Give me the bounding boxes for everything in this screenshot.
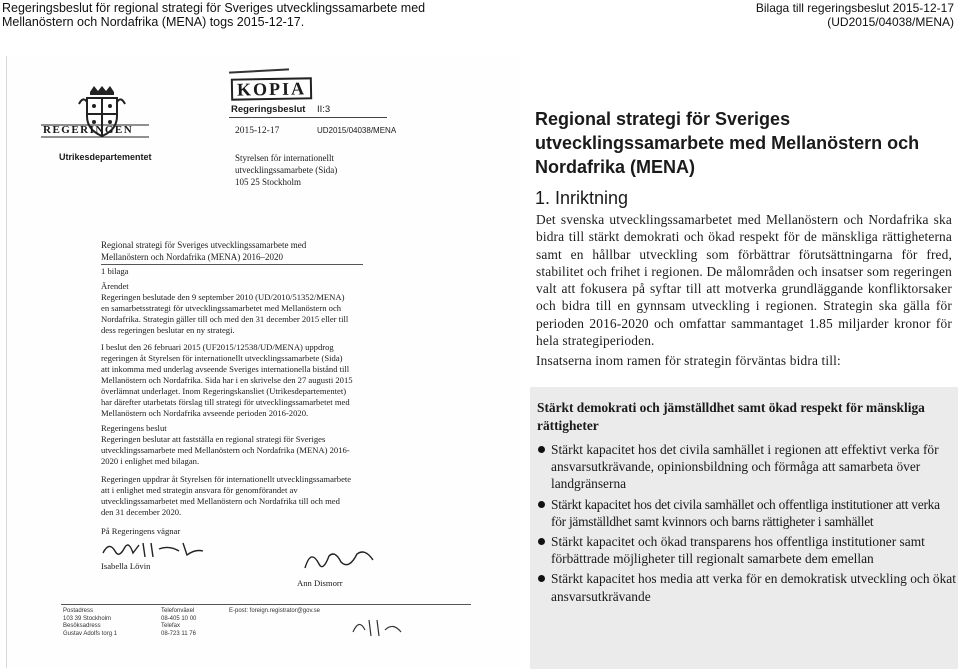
header-reference bbox=[756, 1, 954, 29]
addressee-line: utvecklingssamarbete (Sida) bbox=[235, 165, 338, 175]
background-line: har därefter utarbetats förslag till strategi för utvecklingssamarbetet med bbox=[101, 397, 350, 407]
objective-item: Stärkt kapacitet hos media att verka för en demokratisk utveckling och ökat ansvarsutkrävande bbox=[538, 570, 956, 604]
section-heading: 1. Inriktning bbox=[535, 188, 629, 208]
decision-heading: Regeringens beslut bbox=[101, 423, 167, 433]
background-line: överlämnat underlaget. Inom Regeringskansliet (Utrikesdepartementet) bbox=[101, 386, 347, 396]
objectives-list bbox=[538, 441, 956, 608]
addressee-line: Styrelsen för internationellt bbox=[235, 153, 334, 163]
footer-value: 08-723 11 76 bbox=[161, 630, 196, 637]
matter-line: dess regeringen beslutar en ny strategi. bbox=[101, 325, 235, 335]
decision-section bbox=[101, 423, 401, 467]
signature-lovin bbox=[99, 539, 209, 561]
footer-label: Besöksadress bbox=[63, 623, 101, 629]
footer-label: Telefax bbox=[161, 623, 181, 629]
decision-label: Regeringsbeslut bbox=[231, 104, 306, 115]
assignment-section bbox=[101, 474, 401, 518]
matter-line: Nordafrika. Strategin gäller till och med den 31 december 2015 eller till bbox=[101, 314, 349, 324]
background-line: Mellanöstern och Nordafrika. Sida har i en skrivelse den 27 augusti 2015 bbox=[101, 375, 353, 385]
header-note-line-1: Regeringsbeslut för regional strategi för Sveriges utvecklingssamarbete med bbox=[2, 1, 426, 15]
background-line: regeringen åt Styrelsen för internationellt utvecklingssamarbete (Sida) bbox=[101, 353, 343, 363]
direction-paragraph: Det svenska utvecklingssamarbetet med Mellanöstern och Nordafrika ska bidra till stärkt demokrati och ökad respekt för de mänskliga rättigheterna samt en hållbar utveckling som förbättrar förutsättningarna för fred, stabilitet och frihet i regionen. De målområden och insatser som regeringen valt att fokusera på syftar till att motverka grundläggande konfliktorsaker och bidra till en gynnsam utveckling i regionen. Strategin ska gälla för perioden 2016-2020 och omfattar sammantaget 1.85 miljarder kronor för hela strategiperioden. bbox=[536, 212, 952, 349]
assignment-line: att i enlighet med strategin ansvara för genomförandet av bbox=[101, 485, 298, 495]
addressee-line: 105 25 Stockholm bbox=[235, 177, 302, 187]
matter-line: Regeringen beslutade den 9 september 2010 (UD/2010/51352/MENA) bbox=[101, 292, 345, 302]
stamp-mark bbox=[229, 68, 289, 73]
background-line: I beslut den 26 februari 2015 (UF2015/12538/UD/MENA) uppdrog bbox=[101, 342, 334, 352]
department-label: Utrikesdepartementet bbox=[59, 152, 152, 162]
subject-line: Regional strategi för Sveriges utvecklingssamarbete med bbox=[101, 240, 307, 250]
objectives-box bbox=[530, 387, 958, 669]
assignment-line: Regeringen uppdrar åt Styrelsen för internationellt utvecklingssamarbete bbox=[101, 474, 352, 484]
assignment-line: utvecklingssamarbetet med Mellanöstern och Nordafrika till och med bbox=[101, 496, 340, 506]
subject-line: Mellanöstern och Nordafrika (MENA) 2016–2020 bbox=[101, 251, 283, 262]
decision-line: Regeringen beslutar att fastställa en regional strategi för Sveriges bbox=[101, 434, 326, 444]
signer-dismorr: Ann Dismorr bbox=[297, 578, 343, 588]
subject-block bbox=[101, 240, 401, 263]
page-header bbox=[0, 0, 960, 30]
decision-date: 2015-12-17 bbox=[235, 126, 280, 136]
kopia-stamp: KOPIA bbox=[231, 77, 312, 100]
decision-reference: UD2015/04038/MENA bbox=[317, 126, 397, 135]
intro-paragraph: Insatserna inom ramen för strategin förväntas bidra till: bbox=[536, 353, 841, 368]
footer-value: Gustav Adolfs torg 1 bbox=[63, 630, 118, 637]
on-behalf-line: På Regeringens vägnar bbox=[101, 526, 181, 536]
footer-value: 103 39 Stockholm bbox=[63, 615, 112, 622]
footer-rule bbox=[61, 604, 471, 605]
objective-item: Stärkt kapacitet hos det civila samhället och offentliga institutioner att verka för jämställdhet samt kvinnors och barns rättigheter i samhället bbox=[538, 496, 956, 530]
header-note bbox=[2, 1, 425, 29]
footer-value: 08-405 10 00 bbox=[161, 615, 197, 622]
background-line: Mellanöstern och Nordafrika avseende perioden 2016-2020. bbox=[101, 408, 309, 418]
objective-item: Stärkt kapacitet och ökad transparens hos offentliga institutioner samt förbättrade möjligheter till regionalt samarbete dem emellan bbox=[538, 533, 956, 567]
background-section bbox=[101, 342, 401, 419]
assignment-line: den 31 december 2020. bbox=[101, 507, 182, 517]
matter-section bbox=[101, 281, 401, 336]
footer-label: Postadress bbox=[63, 608, 94, 614]
addressee bbox=[235, 152, 435, 188]
decision-line: 2020 i enlighet med bilagan. bbox=[101, 456, 200, 466]
subject-rule bbox=[101, 264, 363, 265]
attachment-note: 1 bilaga bbox=[101, 266, 129, 276]
header-note-line-2: Mellanöstern och Nordafrika (MENA) togs 2015-12-17. bbox=[2, 15, 305, 29]
header-reference-line-2: (UD2015/04038/MENA) bbox=[827, 15, 954, 29]
document-title: Regional strategi för Sveriges utvecklingssamarbete med Mellanöstern och Nordafrika (MENA) bbox=[535, 109, 920, 177]
objective-item: Stärkt kapacitet hos det civila samhället i regionen att effektivt verka för ansvarsutkrävande, opinionsbildning och förmåga att samarbeta över landgränserna bbox=[538, 441, 956, 493]
handwritten-initials bbox=[349, 616, 409, 640]
header-reference-line-1: Bilaga till regeringsbeslut 2015-12-17 bbox=[755, 1, 954, 15]
matter-heading: Ärendet bbox=[101, 281, 129, 291]
decision-line: utvecklingssamarbete med Mellanöstern och Nordafrika (MENA) 2016- bbox=[101, 445, 350, 455]
footer-postal bbox=[63, 608, 117, 638]
objectives-heading: Stärkt demokrati och jämställdhet samt ökad respekt för mänskliga rättigheter bbox=[537, 400, 925, 433]
footer-email: E-post: foreign.registrator@gov.se bbox=[229, 608, 321, 614]
signature-dismorr bbox=[299, 546, 379, 574]
signer-lovin: Isabella Lövin bbox=[101, 561, 151, 571]
scanned-decision-document bbox=[6, 56, 520, 668]
decision-rule bbox=[229, 117, 387, 118]
regeringen-logo-text: REGERINGEN bbox=[43, 124, 134, 136]
matter-line: en samarbetsstrategi för utvecklingssamarbetet med Mellanöstern och bbox=[101, 303, 342, 313]
footer-label: Telefonväxel bbox=[161, 608, 195, 614]
background-line: att inkomma med underlag avseende Sveriges internationella bistånd till bbox=[101, 364, 350, 374]
footer-phone bbox=[161, 608, 196, 638]
decision-number: II:3 bbox=[317, 104, 331, 115]
